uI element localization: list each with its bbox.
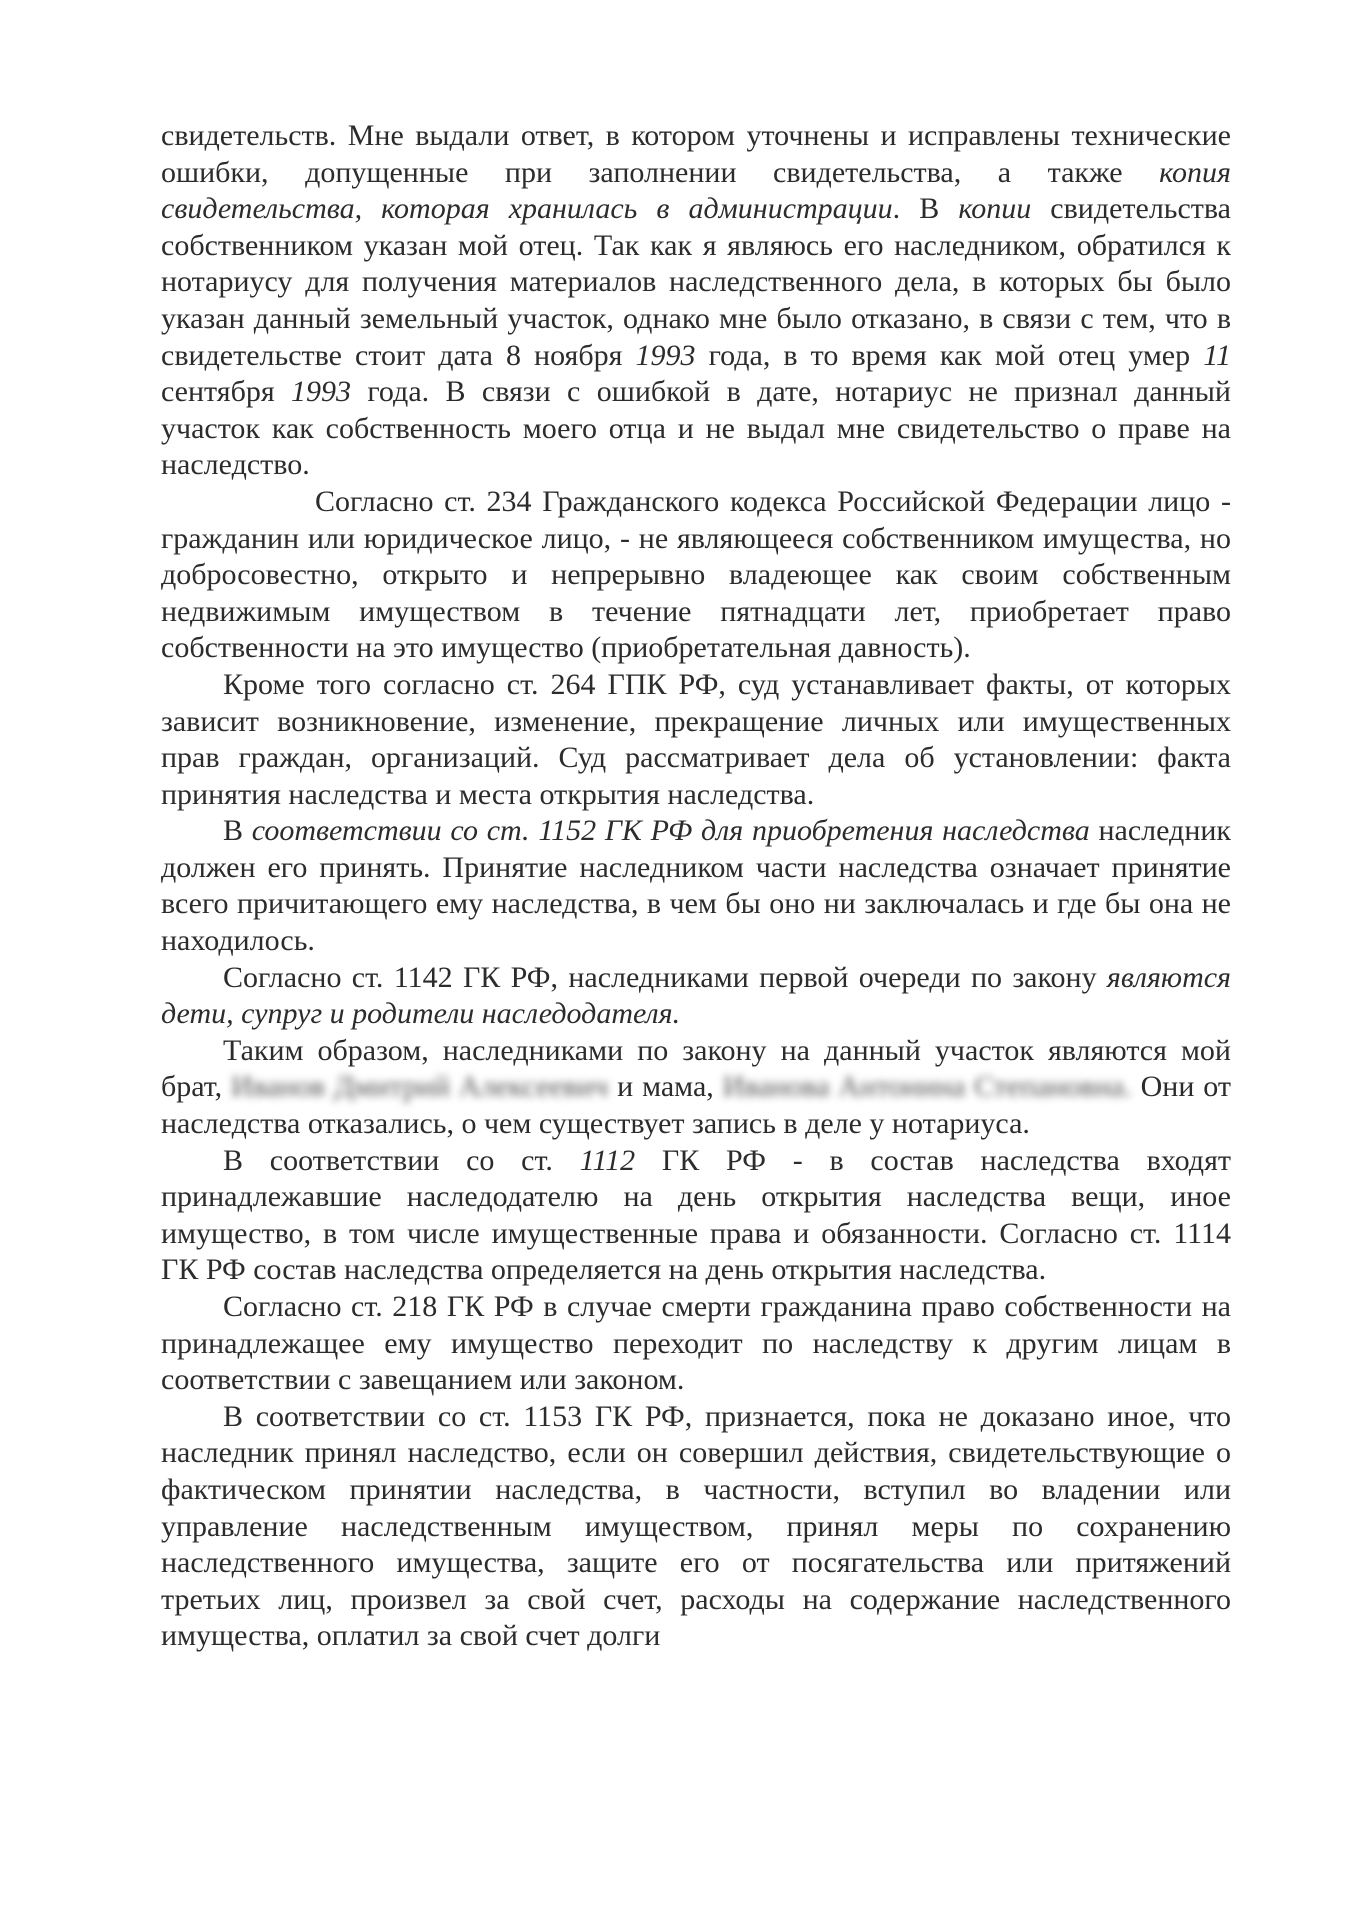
paragraph-2: Согласно ст. 234 Гражданского кодекса Российской Федерации лицо - гражданин или юридическое лицо, - не являющееся собственником имущества, но добросовестно, открыто и непрерывно владеющее как своим собственным недвижимым имуществом в течение пятнадцати лет, приобретает право собственности на это имущество (приобретательная давность). bbox=[161, 484, 1231, 665]
paragraph-9: В соответствии со ст. 1153 ГК РФ, признается, пока не доказано иное, что наследник принял наследство, если он совершил действия, свидетельствующие о фактическом принятии наследства, в частности, вступил во владении или управление наследственным имуществом, принял меры по сохранению наследственного имущества, защите его от посягательства или притяжений третьих лиц, произвел за свой счет, расходы на содержание наследственного имущества, оплатил за свой счет долги bbox=[161, 1399, 1231, 1653]
redacted-name-mother: Иванова Антонина Степановна. bbox=[722, 1070, 1132, 1104]
redacted-name-brother: Иванов Дмитрий Алексеевич bbox=[231, 1070, 609, 1104]
paragraph-8: Согласно ст. 218 ГК РФ в случае смерти гражданина право собственности на принадлежащее ему имущество переходит по наследству к другим лицам в соответствии с завещанием или законом. bbox=[161, 1290, 1231, 1397]
paragraph-6: Таким образом, наследниками по закону на данный участок являются мой брат, Иванов Дмитрий Алексеевич и мама, Иванова Антонина Степановна. Они от наследства отказались, о чем существует запись в деле у нотариуса. bbox=[161, 1033, 1231, 1141]
document-page bbox=[161, 118, 1231, 1655]
paragraph-5: Согласно ст. 1142 ГК РФ, наследниками первой очереди по закону являются дети, супруг и родители наследодателя. bbox=[161, 960, 1231, 1031]
paragraph-4: В соответствии со ст. 1152 ГК РФ для приобретения наследства наследник должен его принять. Принятие наследником части наследства означает принятие всего причитающего ему наследства, в чем бы оно ни заключалась и где бы она не находилось. bbox=[161, 814, 1232, 958]
paragraph-3: Кроме того согласно ст. 264 ГПК РФ, суд устанавливает факты, от которых зависит возникновение, изменение, прекращение личных или имущественных прав граждан, организаций. Суд рассматривает дела об установлении: факта принятия наследства и места открытия наследства. bbox=[161, 667, 1231, 811]
paragraph-1: свидетельств. Мне выдали ответ, в котором уточнены и исправлены технические ошибки, допущенные при заполнении свидетельства, а также копия свидетельства, которая хранилась в администрации. В копии свидетельства собственником указан мой отец. Так как я являюсь его наследником, обратился к нотариусу для получения материалов наследственного дела, в которых бы было указан данный земельный участок, однако мне было отказано, в связи с тем, что в свидетельстве стоит дата 8 ноября 1993 года, в то время как мой отец умер 11 сентября 1993 года. В связи с ошибкой в дате, нотариус не признал данный участок как собственность моего отца и не выдал мне свидетельство о праве на наследство. bbox=[161, 119, 1231, 482]
paragraph-7: В соответствии со ст. 1112 ГК РФ - в состав наследства входят принадлежавшие наследодателю на день открытия наследства вещи, иное имущество, в том числе имущественные права и обязанности. Согласно ст. 1114 ГК РФ состав наследства определяется на день открытия наследства. bbox=[161, 1143, 1231, 1287]
